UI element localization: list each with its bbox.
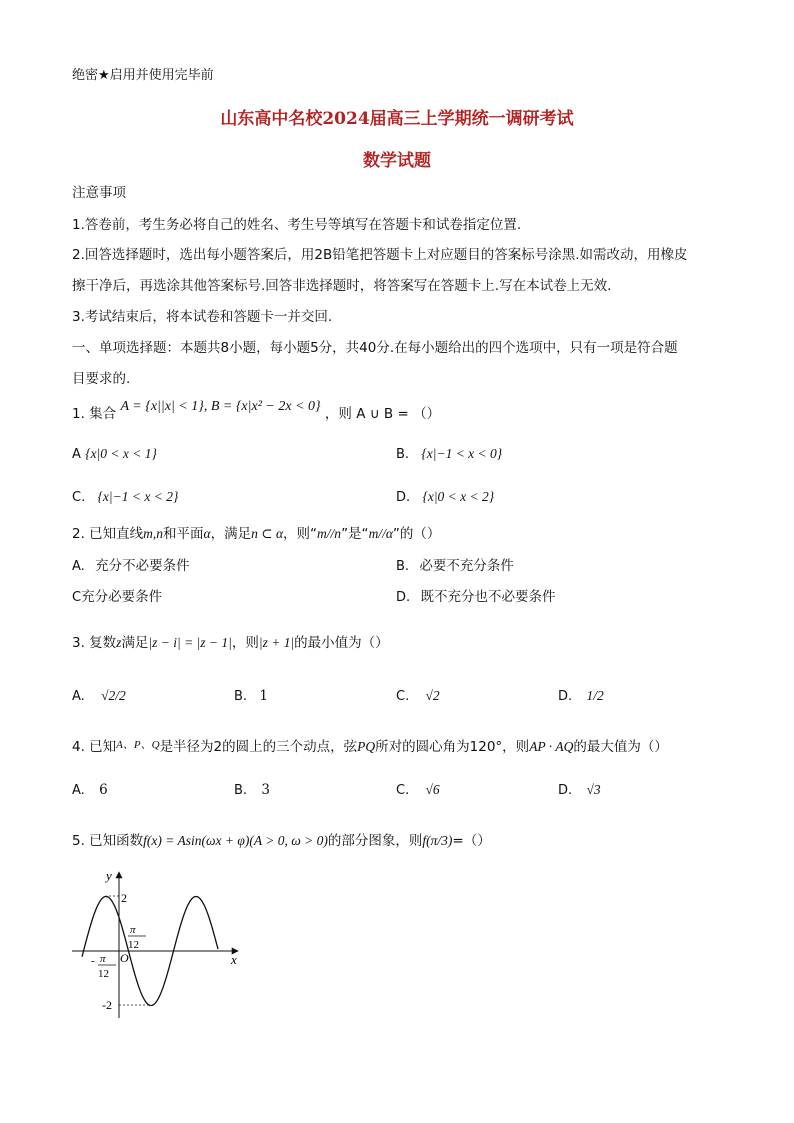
vector-dot-product: AP · AQ [529, 739, 574, 754]
notice-heading: 注意事项 [72, 185, 126, 201]
question-2-option-d: D. 既不充分也不必要条件 [396, 589, 556, 605]
question-3-option-c: C. √2 [396, 688, 440, 704]
notice-item-2: 2.回答选择题时，选出每小题答案后，用2B铅笔把答题卡上对应题目的答案标号涂黑.如需改动，用橡皮 [72, 247, 688, 263]
question-1-option-a: A {x|0 < x < 1} [72, 446, 157, 462]
question-3-stem: 3. 复数z满足|z − i| = |z − 1|，则|z + 1|的最小值为（） [72, 635, 389, 651]
function-value: f(π/3) [422, 833, 453, 848]
question-2-option-a: A. 充分不必要条件 [72, 558, 190, 574]
notice-item-1: 1.答卷前，考生务必将自己的姓名、考生号等填写在答题卡和试卷指定位置. [72, 217, 522, 233]
tick-neg-denominator: 12 [98, 968, 109, 980]
question-4-option-b: B. 3 [234, 782, 270, 798]
question-1-option-d: D. {x|0 < x < 2} [396, 489, 495, 505]
function-definition: f(x) = Asin(ωx + φ)(A > 0, ω > 0) [143, 833, 328, 848]
x-axis-label: x [231, 952, 237, 967]
question-1-option-c: C. {x|−1 < x < 2} [72, 489, 179, 505]
tick-pos-numerator: π [130, 924, 136, 936]
question-4-option-d: D. √3 [558, 782, 601, 798]
set-definition: A = {x||x| < 1}, B = {x|x² − 2x < 0} [120, 399, 321, 414]
question-3-option-d: D. 1/2 [558, 688, 604, 704]
section-heading: 一、单项选择题：本题共8小题，每小题5分，共40分.在每小题给出的四个选项中，只有一项是符合题 [72, 340, 678, 356]
question-3-option-a: A. √2/2 [72, 688, 126, 704]
question-4-stem: 4. 已知$^{A、P、Q}$是半径为2的圆上的三个动点，弦PQ所对的圆心角为120°，则AP · AQ的最大值为（） [72, 739, 668, 755]
question-2-option-b: B. 必要不充分条件 [396, 558, 514, 574]
tick-neg-numerator: π [100, 953, 106, 965]
question-1-option-b: B. {x|−1 < x < 0} [396, 446, 503, 462]
notice-item-2-cont: 擦干净后，再选涂其他答案标号.回答非选择题时，将答案写在答题卡上.写在本试卷上无效. [72, 278, 612, 294]
question-2-option-c: C充分必要条件 [72, 589, 163, 605]
notice-item-3: 3.考试结束后，将本试卷和答题卡一并交回. [72, 309, 333, 325]
question-5-stem: 5. 已知函数f(x) = Asin(ωx + φ)(A > 0, ω > 0)的部分图象，则f(π/3)=（） [72, 833, 491, 849]
question-4-option-c: C. √6 [396, 782, 440, 798]
function-graph [66, 866, 256, 1026]
exam-title: 山东高中名校2024届高三上学期统一调研考试 [220, 109, 574, 129]
y-min-label: -2 [102, 998, 112, 1012]
tick-pos-denominator: 12 [128, 939, 139, 951]
question-4-option-a: A. 6 [72, 782, 108, 798]
origin-label: O [120, 951, 129, 965]
tick-neg-sign: - [91, 955, 95, 967]
question-1-stem: 1. 集合 A = {x||x| < 1}, B = {x|x² − 2x < 0} ，则 A ∪ B = （） [72, 399, 441, 422]
fraction-sqrt2-over-2: √2/2 [101, 688, 126, 703]
question-2-stem: 2. 已知直线m,n和平面α，满足n ⊂ α，则“m//n”是“m//α”的（） [72, 526, 441, 542]
section-heading-cont: 目要求的. [72, 371, 131, 387]
y-max-label: 2 [121, 891, 127, 905]
exam-subtitle: 数学试题 [363, 151, 431, 171]
question-3-option-b: B. 1 [234, 688, 268, 704]
y-axis-label: y [106, 868, 112, 883]
secret-label: 绝密★启用并使用完毕前 [72, 68, 214, 83]
